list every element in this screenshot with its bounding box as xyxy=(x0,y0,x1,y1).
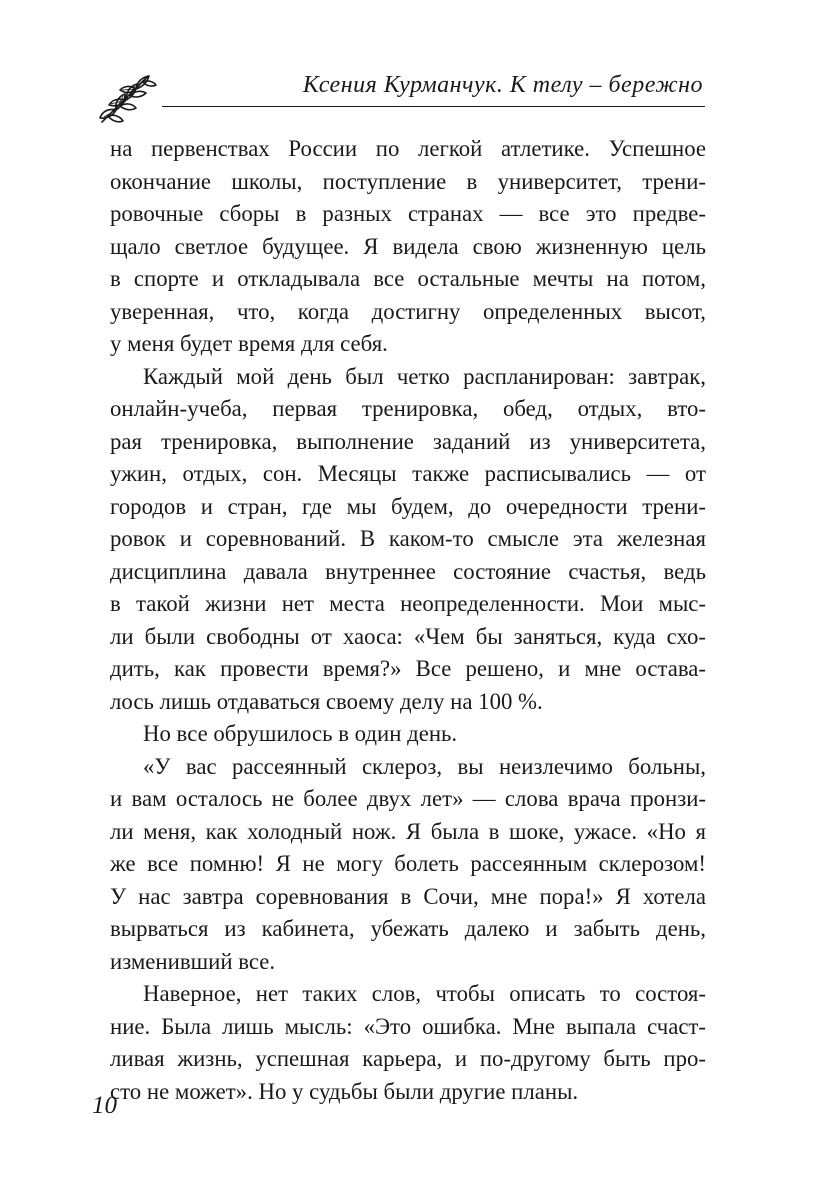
text-line: ровочные сборы в разных странах — все это предве- xyxy=(110,201,706,226)
paragraph xyxy=(110,361,706,719)
page-number: 10 xyxy=(92,1092,117,1119)
text-line: вырваться из кабинета, убежать далеко и забыть день, xyxy=(110,916,706,941)
text-line: сто не может». Но у судьбы были другие планы. xyxy=(110,1078,579,1104)
text-line: онлайн-учеба, первая тренировка, обед, отдых, вто- xyxy=(110,396,706,421)
text-line: ли были свободны от хаоса: «Чем бы заняться, куда схо- xyxy=(110,623,706,649)
text-line: «У вас рассеянный склероз, вы неизлечимо больны, xyxy=(143,753,706,779)
text-line: дить, как провести время?» Все решено, и мне остава- xyxy=(110,656,706,681)
text-line: на первенствах России по легкой атлетике. Успешное xyxy=(110,136,706,161)
text-line: ливая жизнь, успешная карьера, и по-другому быть про- xyxy=(110,1046,706,1071)
paragraph xyxy=(110,718,706,751)
header-rule xyxy=(162,106,705,107)
text-line: У нас завтра соревнования в Сочи, мне пора!» Я хотела xyxy=(110,883,706,909)
text-line: рая тренировка, выполнение заданий из университета, xyxy=(110,428,706,454)
text-line: окончание школы, поступление в университет, трени- xyxy=(110,168,706,194)
leaf-branch-icon xyxy=(96,68,158,128)
text-line: ровок и соревнований. В каком-то смысле эта железная xyxy=(110,526,706,551)
text-line: городов и стран, где мы будем, до очередности трени- xyxy=(110,493,706,519)
text-line: щало светлое будущее. Я видела свою жизненную цель xyxy=(110,233,706,259)
text-line: Каждый мой день был четко распланирован: завтрак, xyxy=(143,363,706,389)
text-line: Но все обрушилось в один день. xyxy=(143,721,458,746)
text-line: ли меня, как холодный нож. Я была в шоке, ужасе. «Но я xyxy=(110,818,706,844)
text-line: дисциплина давала внутреннее состояние счастья, ведь xyxy=(110,558,706,584)
text-line: уверенная, что, когда достигну определенных высот, xyxy=(110,298,706,324)
text-line: ужин, отдых, сон. Месяцы также расписывались — от xyxy=(110,461,706,486)
paragraph xyxy=(110,133,706,361)
text-line: у меня будет время для себя. xyxy=(110,331,388,356)
text-line: же все помню! Я не могу болеть рассеянным склерозом! xyxy=(110,851,706,876)
text-line: и вам осталось не более двух лет» — слова врача пронзи- xyxy=(110,786,706,811)
page-body xyxy=(110,133,706,1108)
running-header xyxy=(92,62,717,132)
text-line: ние. Была лишь мысль: «Это ошибка. Мне выпала счаст- xyxy=(110,1013,706,1039)
running-title: Ксения Курманчук. К телу – бережно xyxy=(302,72,703,98)
text-line: изменивший все. xyxy=(110,948,276,974)
text-line: в такой жизни нет места неопределенности. Мои мыс- xyxy=(110,591,706,616)
paragraph xyxy=(110,978,706,1108)
text-line: Наверное, нет таких слов, чтобы описать то состоя- xyxy=(143,981,706,1006)
paragraph xyxy=(110,751,706,979)
text-line: лось лишь отдаваться своему делу на 100 %. xyxy=(110,688,543,714)
text-line: в спорте и откладывала все остальные мечты на потом, xyxy=(110,266,706,291)
